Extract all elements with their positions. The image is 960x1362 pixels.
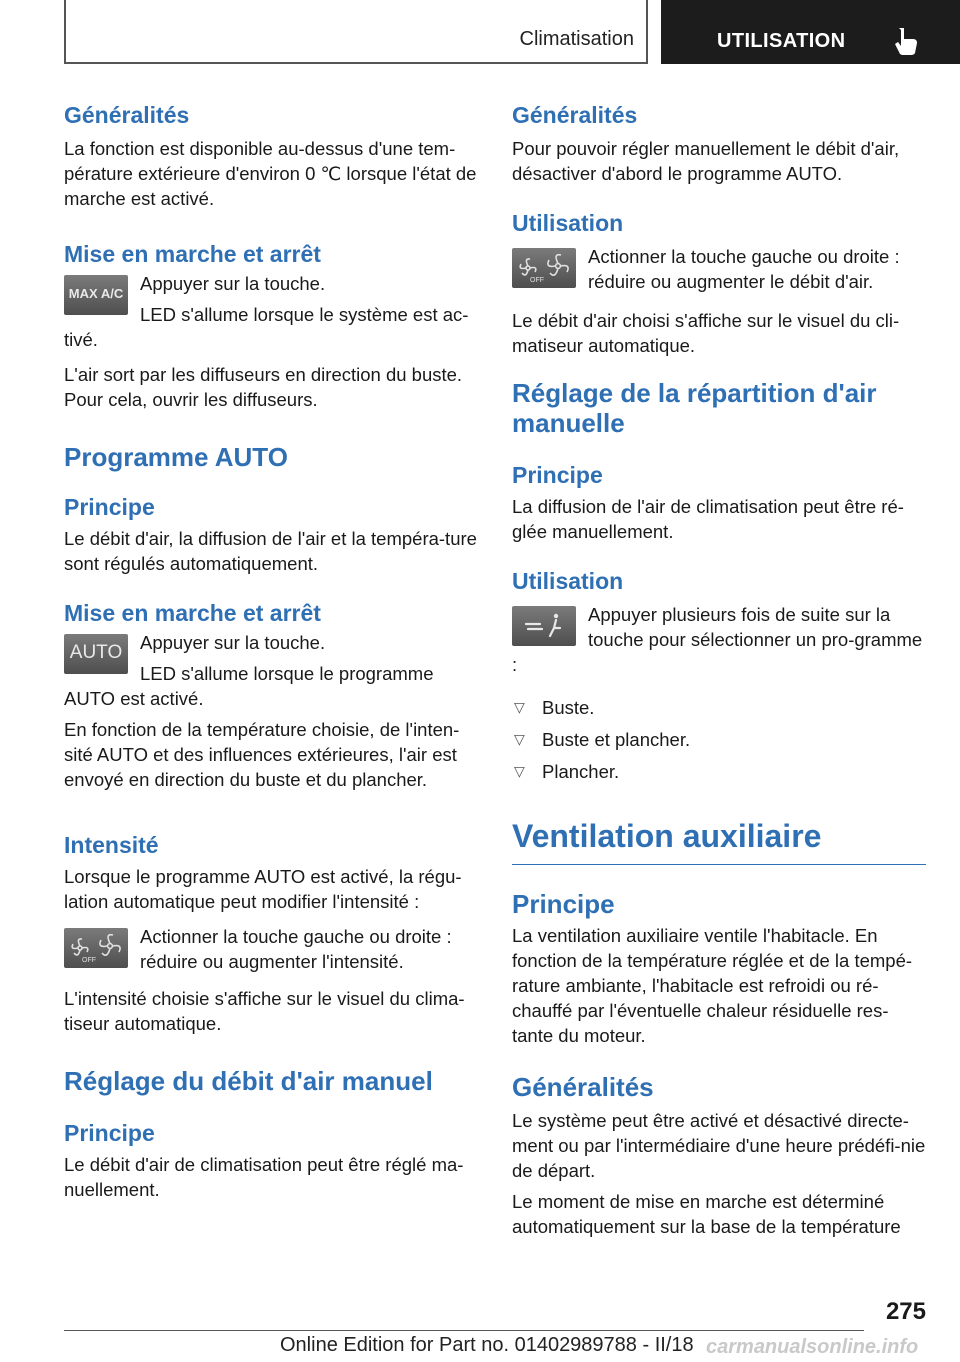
auto-row — [64, 630, 478, 711]
max-ac-button-icon: MAX A/C — [64, 275, 128, 315]
paragraph-moment: Le moment de mise en marche est déterminé automatiquement sur la base de la température — [512, 1191, 901, 1237]
paragraph-principe-repartition: La diffusion de l'air de climatisation peut être ré-glée manuellement. — [512, 496, 904, 542]
paragraph-principe-ventilation: La ventilation auxiliaire ventile l'habitacle. En fonction de la température réglée et de la tempé-rature ambiante, l'habitacle est refroidi ou ré-chauffé par l'éventuelle chaleur résiduelle res-tante du moteur. — [512, 925, 913, 1046]
heading-generalites-right: Généralités — [512, 102, 638, 128]
paragraph-generalites: La fonction est disponible au-dessus d'une tem-pérature extérieure d'environ 0 ℃ lorsque l'état de marche est activé. — [64, 138, 477, 209]
paragraph-intensite: Lorsque le programme AUTO est activé, la régu-lation automatique peut modifier l'intensité : — [64, 866, 462, 912]
chapter-tab — [661, 0, 960, 64]
heading-principe-ventilation: Principe — [512, 889, 615, 919]
heading-principe-debit: Principe — [64, 1120, 155, 1146]
paragraph-led: LED s'allume lorsque le système est ac-tivé. — [64, 304, 469, 350]
air-distribution-button-icon — [512, 606, 576, 646]
paragraph-appuyer: Appuyer sur la touche. — [140, 273, 326, 294]
fan-button-icon — [64, 928, 128, 968]
svg-text:OFF: OFF — [530, 277, 544, 284]
edition-text: Online Edition for Part no. 01402989788 - II/18 — [280, 1334, 694, 1356]
pointing-hand-icon — [893, 26, 919, 61]
paragraph-intensite-visuel: L'intensité choisie s'affiche sur le visuel du clima-tiseur automatique. — [64, 988, 465, 1034]
paragraph-generalites-ventilation: Le système peut être activé et désactivé directe-ment ou par l'intermédiaire d'une heure prédéfi-nie de départ. — [512, 1110, 926, 1181]
left-column — [64, 100, 478, 1202]
paragraph-debit-action: Actionner la touche gauche ou droite : réduire ou augmenter le débit d'air. — [588, 246, 900, 292]
paragraph-principe: Le débit d'air, la diffusion de l'air et la tempéra-ture sont régulés automatiquement. — [64, 528, 477, 574]
heading-generalites: Généralités — [64, 102, 190, 128]
bullet-item: ▽ Plancher. — [514, 761, 620, 782]
heading-principe-repartition: Principe — [512, 462, 603, 488]
fan-button-icon — [512, 248, 576, 288]
heading-generalites-ventilation: Généralités — [512, 1072, 654, 1102]
footer-divider — [64, 1330, 864, 1331]
heading-utilisation-repartition: Utilisation — [512, 568, 624, 594]
right-column — [512, 100, 926, 1239]
bullet-list — [512, 695, 926, 784]
chapter-label: UTILISATION — [717, 30, 846, 52]
paragraph-fonction: En fonction de la température choisie, de l'inten-sité AUTO et des influences extérieures, l'air est envoyé en direction du buste et du plancher. — [64, 719, 460, 790]
bullet-item: ▽ Buste. — [514, 697, 595, 718]
watermark: carmanualsonline.info — [706, 1336, 919, 1358]
paragraph-repartition-action: Appuyer plusieurs fois de suite sur la touche pour sélectionner un pro-gramme : — [512, 604, 923, 675]
svg-text:OFF: OFF — [82, 957, 96, 964]
heading-mise-en-marche: Mise en marche et arrêt — [64, 241, 321, 267]
paragraph-principe-debit: Le débit d'air de climatisation peut être réglé ma-nuellement. — [64, 1154, 464, 1200]
triangle-bullet-icon: ▽ — [514, 731, 525, 747]
intensite-row — [64, 924, 478, 974]
paragraph-intensite-action: Actionner la touche gauche ou droite : réduire ou augmenter l'intensité. — [140, 926, 452, 972]
heading-principe: Principe — [64, 494, 155, 520]
repartition-row — [512, 602, 926, 677]
paragraph-air: L'air sort par les diffuseurs en direction du buste. Pour cela, ouvrir les diffuseurs. — [64, 364, 463, 410]
auto-button-icon: AUTO — [64, 634, 128, 674]
heading-mise-en-marche-auto: Mise en marche et arrêt — [64, 600, 321, 626]
paragraph-appuyer-auto: Appuyer sur la touche. — [140, 632, 326, 653]
max-ac-row — [64, 271, 478, 352]
heading-intensite: Intensité — [64, 832, 159, 858]
paragraph-generalites-right: Pour pouvoir régler manuellement le débit d'air, désactiver d'abord le programme AUTO. — [512, 138, 900, 184]
heading-reglage-debit: Réglage du débit d'air manuel — [64, 1066, 433, 1096]
section-title: Climatisation — [519, 28, 634, 50]
debit-row — [512, 244, 926, 294]
bullet-item: ▽ Buste et plancher. — [514, 729, 691, 750]
page-number: 275 — [885, 1298, 926, 1325]
heading-utilisation: Utilisation — [512, 210, 624, 236]
triangle-bullet-icon: ▽ — [514, 699, 525, 715]
heading-repartition: Réglage de la répartition d'air manuelle — [512, 378, 877, 438]
triangle-bullet-icon: ▽ — [514, 763, 525, 779]
heading-programme-auto: Programme AUTO — [64, 442, 288, 472]
paragraph-debit-visuel: Le débit d'air choisi s'affiche sur le visuel du cli-matiseur automatique. — [512, 310, 900, 356]
paragraph-led-auto: LED s'allume lorsque le programme AUTO est activé. — [64, 663, 434, 709]
heading-ventilation-auxiliaire: Ventilation auxiliaire — [512, 816, 926, 865]
